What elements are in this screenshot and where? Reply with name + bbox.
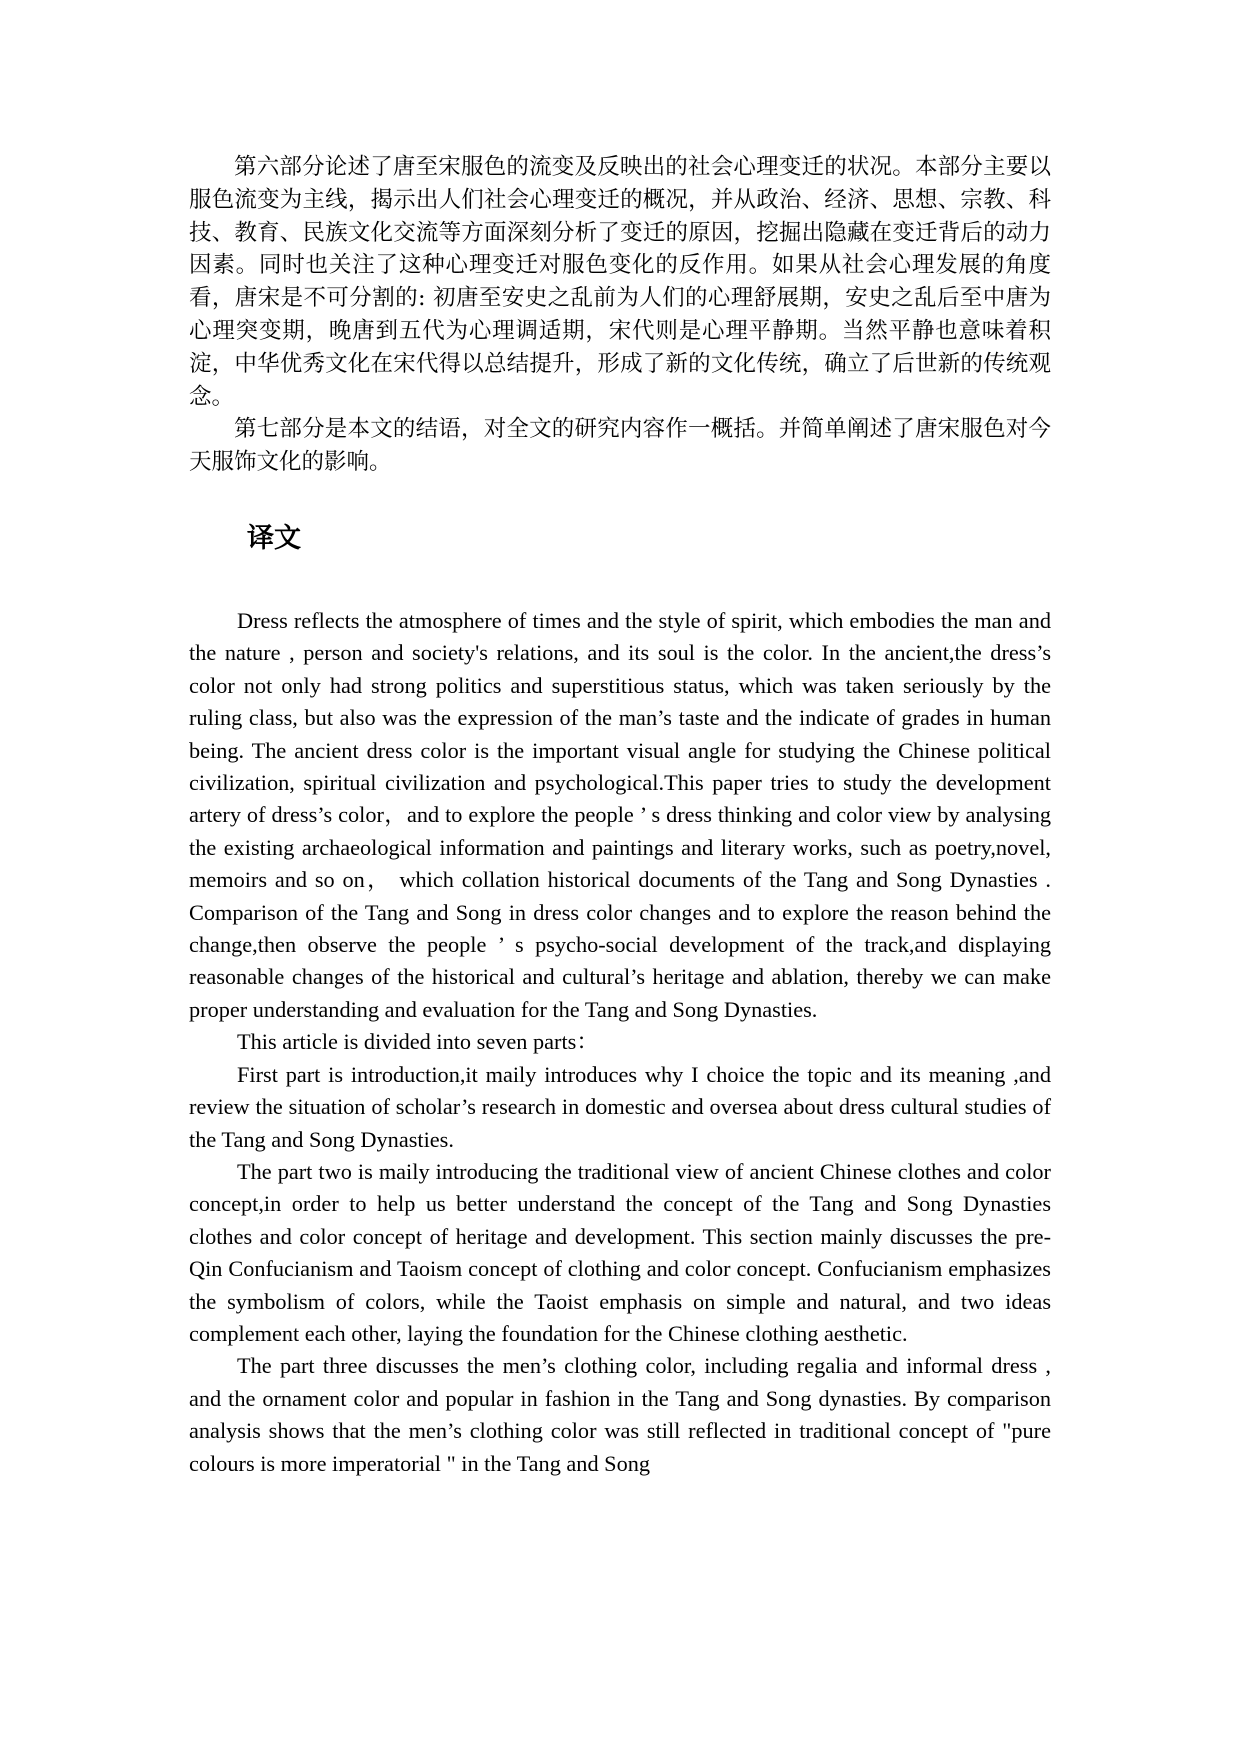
chinese-paragraph-part-six: 第六部分论述了唐至宋服色的流变及反映出的社会心理变迁的状况。本部分主要以服色流变为主线，揭示出人们社会心理变迁的概况，并从政治、经济、思想、宗教、科技、教育、民族文化交流等方面深刻分析了变迁的原因，挖掘出隐藏在变迁背后的动力因素。同时也关注了这种心理变迁对服色变化的反作用。如果从社会心理发展的角度看，唐宋是不可分割的: 初唐至安史之乱前为人们的心理舒展期，安史之乱后至中唐为心理突变期，晚唐到五代为心理调适期，宋代则是心理平静期。当然平静也意味着积淀，中华优秀文化在宋代得以总结提升，形成了新的文化传统，确立了后世新的传统观念。 — [189, 154, 1051, 410]
english-paragraph-part-three: The part three discusses the men’s clothing color, including regalia and informal dress , and the ornament color and popular in fashion in the Tang and Song dynasties. By comparison analysis shows that the men’s clothing color was still reflected in traditional concept of "pure colours is more imperatorial " in the Tang and Song — [189, 1353, 1051, 1476]
chinese-paragraph-part-seven: 第七部分是本文的结语，对全文的研究内容作一概括。并简单阐述了唐宋服色对今天服饰文化的影响。 — [189, 416, 1051, 476]
translation-heading: 译文 — [247, 523, 301, 554]
english-paragraph-intro: Dress reflects the atmosphere of times and the style of spirit, which embodies the man and the nature , person and society's relations, and its soul is the color. In the ancient,the dress’s color not only had strong politics and superstitious status, which was taken seriously by the ruling class, but also was the expression of the man’s taste and the indicate of grades in human being. The ancient dress color is the important visual angle for studying the Chinese political civilization, spiritual civilization and psychological.This paper tries to study the development artery of dress’s color，and to explore the people ’ s dress thinking and color view by analysing the existing archaeological information and paintings and literary works, such as poetry,novel, memoirs and so on， which collation historical documents of the Tang and Song Dynasties . Comparison of the Tang and Song in dress color changes and to explore the reason behind the change,then observe the people ’ s psycho-social development of the track,and displaying reasonable changes of the historical and cultural’s heritage and ablation, thereby we can make proper understanding and evaluation for the Tang and Song Dynasties. — [189, 608, 1051, 1022]
chinese-abstract-section — [189, 151, 1051, 479]
english-paragraph-structure: This article is divided into seven parts： — [237, 1029, 599, 1055]
english-paragraph-part-two: The part two is maily introducing the traditional view of ancient Chinese clothes and color concept,in order to help us better understand the concept of the Tang and Song Dynasties clothes and color concept of heritage and development. This section mainly discusses the pre-Qin Confucianism and Taoism concept of clothing and color concept. Confucianism emphasizes the symbolism of colors, while the Taoist emphasis on simple and natural, and two ideas complement each other, laying the foundation for the Chinese clothing aesthetic. — [189, 1158, 1051, 1346]
english-abstract-section — [189, 605, 1051, 1480]
english-paragraph-part-one: First part is introduction,it maily introduces why I choice the topic and its meaning ,and review the situation of scholar’s research in domestic and oversea about dress cultural studies of the Tang and Song Dynasties. — [189, 1061, 1051, 1152]
